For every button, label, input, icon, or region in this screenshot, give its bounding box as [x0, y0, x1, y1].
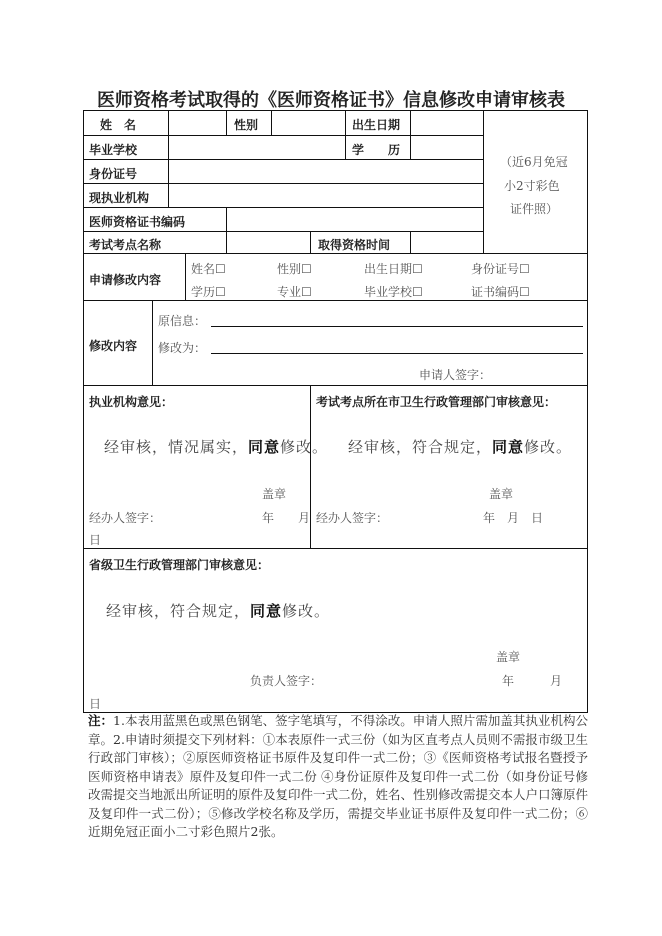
checkbox-major[interactable]: 专业☐ [277, 285, 312, 299]
checkbox-education[interactable]: 学历☐ [191, 285, 226, 299]
changed-info-line[interactable] [211, 353, 583, 354]
checkbox-school[interactable]: 毕业学校☐ [364, 285, 423, 299]
form-title: 医师资格考试取得的《医师资格证书》信息修改申请审核表 [97, 90, 565, 111]
label-cell-education: 学 历 [345, 135, 411, 160]
checkbox-name[interactable]: 姓名☐ [191, 262, 226, 276]
label-cell-apply: 申请修改内容 [83, 253, 186, 301]
school-input[interactable] [168, 135, 346, 160]
original-info-line[interactable] [211, 326, 583, 327]
label-cell-org: 现执业机构 [83, 183, 169, 208]
label-cell-school: 毕业学校 [83, 135, 169, 160]
exam-site-input[interactable] [226, 231, 311, 254]
label-cell-exam-site: 考试考点名称 [83, 231, 227, 254]
education-input[interactable] [410, 135, 484, 160]
checkbox-cert-no[interactable]: 证书编码☐ [471, 285, 530, 299]
label-cell-gender: 性别 [226, 110, 272, 136]
org-opinion-cell: 执业机构意见： 经审核，情况属实，同意修改。 盖章 经办人签字： 年 月 日 [83, 385, 311, 549]
cert-no-input[interactable] [226, 207, 484, 232]
province-opinion-cell: 省级卫生行政管理部门审核意见： 经审核，符合规定，同意修改。 盖章 负责人签字： 年 月 日 [83, 548, 588, 713]
photo-box[interactable]: （近6月免冠 小2寸彩色 证件照） [483, 110, 588, 254]
label-cell-modify: 修改内容 [83, 300, 153, 386]
apply-options [185, 253, 588, 301]
label-cell-birth: 出生日期 [345, 110, 411, 136]
qual-time-input[interactable] [410, 231, 484, 254]
label-cell-id: 身份证号 [83, 159, 169, 184]
org-input[interactable] [168, 183, 484, 208]
checkbox-id[interactable]: 身份证号☐ [471, 262, 530, 276]
name-input[interactable] [168, 110, 227, 136]
label-cell-name: 姓 名 [83, 110, 169, 136]
checkbox-birth[interactable]: 出生日期☐ [364, 262, 423, 276]
checkbox-gender[interactable]: 性别☐ [277, 262, 312, 276]
city-opinion-cell: 考试考点所在市卫生行政管理部门审核意见： 经审核，符合规定，同意修改。 盖章 经办人签字： 年 月 日 [310, 385, 588, 549]
gender-input[interactable] [271, 110, 346, 136]
label-cell-qual-time: 取得资格时间 [310, 231, 411, 254]
birth-input[interactable] [410, 110, 484, 136]
modify-content: 原信息： 修改为： 申请人签字： [152, 300, 588, 386]
id-input[interactable] [168, 159, 484, 184]
notes: 注：1.本表用蓝黑色或黑色钢笔、签字笔填写，不得涂改。申请人照片需加盖其执业机构公章。2.申请时须提交下列材料：①本表原件一式三份（如为区直考点人员则不需报市级卫生行政部门审核）；②原医师资格证书原件及复印件一式二份；③《医师资格考试报名暨授予医师资格申请表》原件及复印件一式二份 ④身份证原件及复印件一式二份（如身份证号修改需提交当地派出所证明的原件及复印件一式二份，姓名、性别修改需提交本人户口簿原件及复印件一式二份）；⑤修改学校名称及学历，需提交毕业证书原件及复印件一式二份；⑥近期免冠正面小二寸彩色照片2张。 [88, 713, 589, 839]
label-cell-cert-no: 医师资格证书编码 [83, 207, 227, 232]
